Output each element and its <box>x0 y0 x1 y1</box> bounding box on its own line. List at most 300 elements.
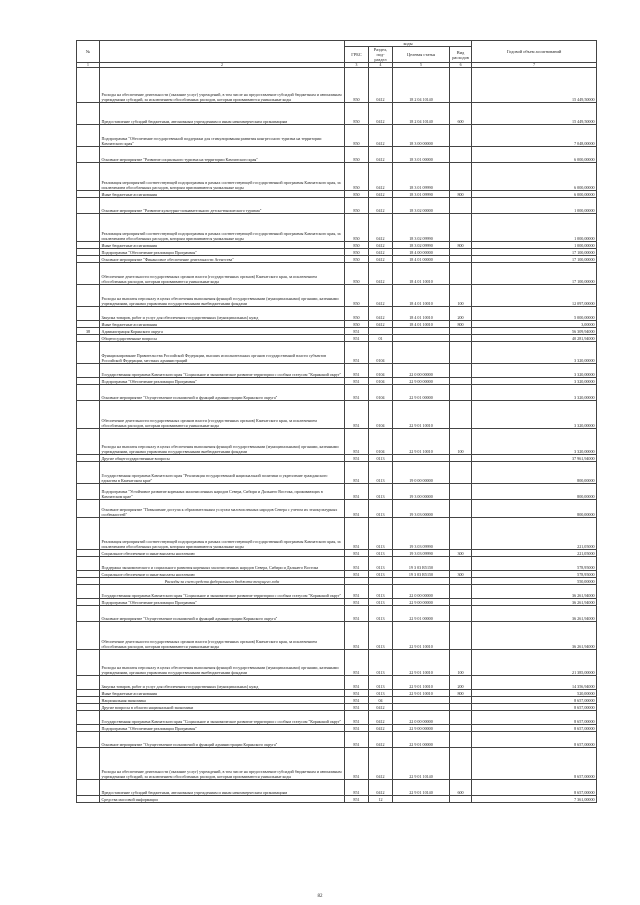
row-section-cell: 0113 <box>369 557 393 571</box>
row-vid-cell <box>450 385 472 401</box>
row-number-cell <box>77 401 100 429</box>
row-number-cell <box>77 796 100 803</box>
table-row <box>77 550 597 557</box>
row-section-cell: 0412 <box>369 321 393 328</box>
row-section-cell: 0113 <box>369 455 393 462</box>
row-grbs-cell: 850 <box>345 163 369 191</box>
table-row <box>77 335 597 342</box>
row-article-cell <box>393 697 450 704</box>
row-sum-cell: 1 000,00000 <box>472 214 597 242</box>
row-name-cell: Другие общегосударственные вопросы <box>100 455 345 462</box>
row-sum-cell: 6 000,00000 <box>472 163 597 191</box>
row-number-cell <box>77 518 100 550</box>
row-number-cell <box>77 429 100 455</box>
table-row <box>77 484 597 500</box>
row-grbs-cell: 851 <box>345 462 369 484</box>
row-vid-cell <box>450 796 472 803</box>
row-vid-cell <box>450 704 472 711</box>
row-grbs-cell: 850 <box>345 307 369 321</box>
row-name-cell: Средства массовой информации <box>100 796 345 803</box>
row-vid-cell <box>450 249 472 256</box>
row-article-cell: 22 9 01 00000 <box>393 606 450 622</box>
row-sum-cell: 17 100,00000 <box>472 249 597 256</box>
row-section-cell: 0412 <box>369 214 393 242</box>
row-vid-cell <box>450 68 472 103</box>
row-article-cell: 19 3 03 00000 <box>393 500 450 518</box>
row-sum-cell: 14 356,94000 <box>472 676 597 690</box>
row-number-cell <box>77 249 100 256</box>
row-section-cell: 0412 <box>369 249 393 256</box>
row-grbs-cell: 850 <box>345 214 369 242</box>
row-number-cell <box>77 125 100 147</box>
row-number-cell <box>77 606 100 622</box>
row-article-cell: 22 9 01 10010 <box>393 401 450 429</box>
row-name-cell: Основное мероприятие "Осуществление полномочий и функций администрации Корякского округа" <box>100 732 345 748</box>
row-section-cell: 0412 <box>369 780 393 796</box>
row-name-cell: Расходы на обеспечение деятельности (оказание услуг) учреждений, в том числе на предоставление субсидий бюджетным и автономным учреждениям субсидий, за исключением обособленных расходов, которым присваиваются уникальные коды <box>100 748 345 780</box>
row-number-cell <box>77 725 100 732</box>
row-grbs-cell: 851 <box>345 484 369 500</box>
row-name-cell: Государственная программа Камчатского края "Социальное и экономическое развитие территории с особым статусом "Корякский округ" <box>100 711 345 725</box>
table-row <box>77 198 597 214</box>
row-section-cell: 0113 <box>369 606 393 622</box>
row-vid-cell <box>450 378 472 385</box>
row-vid-cell <box>450 163 472 191</box>
row-section-cell: 0412 <box>369 732 393 748</box>
row-number-cell <box>77 385 100 401</box>
row-vid-cell: 800 <box>450 242 472 249</box>
row-section-cell: 0412 <box>369 725 393 732</box>
table-row <box>77 263 597 285</box>
table-row <box>77 599 597 606</box>
row-vid-cell <box>450 622 472 650</box>
row-sum-cell: 8 657,00000 <box>472 711 597 725</box>
row-name-cell: Государственная программа Камчатского края "Реализация государственной национальной политики и укрепление гражданского единства в Камчатском крае" <box>100 462 345 484</box>
row-grbs-cell: 851 <box>345 732 369 748</box>
row-name-cell: Расходы на выплаты персоналу в целях обеспечения выполнения функций государственными (муниципальными) органами, казенными учреждениями, органами управления государственными внебюджетными фондами <box>100 429 345 455</box>
row-vid-cell: 600 <box>450 780 472 796</box>
row-vid-cell <box>450 462 472 484</box>
row-name-cell: Поддержка экономического и социального развития коренных малочисленных народов Севера, Сибири и Дальнего Востока <box>100 557 345 571</box>
budget-table-sheet <box>76 40 596 803</box>
row-vid-cell <box>450 484 472 500</box>
table-row <box>77 103 597 125</box>
table-row <box>77 385 597 401</box>
row-sum-cell: 520,00000 <box>472 690 597 697</box>
row-article-cell: 22 9 01 10010 <box>393 622 450 650</box>
row-sum-cell: 1 000,00000 <box>472 198 597 214</box>
row-number-cell <box>77 191 100 198</box>
row-section-cell: 0113 <box>369 690 393 697</box>
row-section-cell: 0113 <box>369 676 393 690</box>
row-sum-cell: 221,05000 <box>472 550 597 557</box>
row-sum-cell: 8 657,00000 <box>472 725 597 732</box>
row-article-cell: 18 3 02 00000 <box>393 198 450 214</box>
row-article-cell: 22 9 01 00000 <box>393 732 450 748</box>
row-sum-cell: 7 361,00000 <box>472 796 597 803</box>
row-number-cell <box>77 342 100 364</box>
row-section-cell: 0412 <box>369 103 393 125</box>
row-vid-cell: 100 <box>450 650 472 676</box>
row-grbs-cell: 851 <box>345 697 369 704</box>
row-name-cell: Обеспечение деятельности государственных органов власти (государственных органов) Камчатского края, за исключением обособленных расходов, которым присваиваются уникальные коды <box>100 622 345 650</box>
row-vid-cell: 300 <box>450 550 472 557</box>
row-name-cell: Национальная экономика <box>100 697 345 704</box>
row-article-cell: 18 4 01 00000 <box>393 256 450 263</box>
row-article-cell: 18 4 01 10010 <box>393 321 450 328</box>
row-number-cell <box>77 256 100 263</box>
row-sum-cell: 3 320,00000 <box>472 401 597 429</box>
row-sum-cell: 21 385,00000 <box>472 650 597 676</box>
row-section-cell: 01 <box>369 335 393 342</box>
table-row <box>77 68 597 103</box>
row-name-cell: Расходы на выплаты персоналу в целях обеспечения выполнения функций государственными (муниципальными) органами, казенными учреждениями, органами управления государственными внебюджетными фондами <box>100 285 345 307</box>
row-sum-cell: 40 281,94000 <box>472 335 597 342</box>
table-row <box>77 748 597 780</box>
row-article-cell: 22 9 00 00000 <box>393 378 450 385</box>
row-sum-cell: 37 961,94000 <box>472 455 597 462</box>
table-row <box>77 401 597 429</box>
header-article: Целевая статья <box>393 47 450 63</box>
row-name-cell: Государственная программа Камчатского края "Социальное и экономическое развитие территории с особым статусом "Корякский округ" <box>100 364 345 378</box>
row-number-cell <box>77 484 100 500</box>
row-article-cell: 18 2 04 10140 <box>393 68 450 103</box>
row-sum-cell: 6 000,00000 <box>472 147 597 163</box>
row-name-cell: Общегосударственные вопросы <box>100 335 345 342</box>
row-vid-cell <box>450 518 472 550</box>
row-vid-cell <box>450 557 472 571</box>
row-sum-cell: 36 261,94000 <box>472 606 597 622</box>
row-name-cell: Администрация Корякского округа <box>100 328 345 335</box>
row-sum-cell: 3 320,00000 <box>472 342 597 364</box>
row-section-cell: 0412 <box>369 256 393 263</box>
table-row <box>77 256 597 263</box>
row-name-cell: Подпрограмма "Устойчивое развитие коренных малочисленных народов Севера, Сибири и Дальнего Востока, проживающих в Камчатском крае" <box>100 484 345 500</box>
row-vid-cell: 100 <box>450 429 472 455</box>
row-number-cell: 38 <box>77 328 100 335</box>
table-row <box>77 125 597 147</box>
row-section-cell: 0113 <box>369 585 393 599</box>
row-sum-cell: 17 100,00000 <box>472 256 597 263</box>
row-sum-cell: 578,95000 <box>472 557 597 571</box>
row-section-cell: 0113 <box>369 599 393 606</box>
row-article-cell: 19 3 00 00000 <box>393 484 450 500</box>
row-section-cell: 0412 <box>369 198 393 214</box>
row-name-cell: Расходы за счет средств федерального бюджета текущего года <box>100 578 345 585</box>
row-number-cell <box>77 690 100 697</box>
row-article-cell: 22 9 01 10010 <box>393 650 450 676</box>
row-sum-cell: 8 657,00000 <box>472 748 597 780</box>
table-row <box>77 364 597 378</box>
row-article-cell <box>393 335 450 342</box>
row-vid-cell <box>450 599 472 606</box>
header-section: Раздел, под-раздел <box>369 47 393 63</box>
row-vid-cell <box>450 335 472 342</box>
row-grbs-cell: 851 <box>345 711 369 725</box>
row-grbs-cell: 851 <box>345 748 369 780</box>
header-name <box>100 41 345 63</box>
row-grbs-cell: 851 <box>345 606 369 622</box>
row-number-cell <box>77 622 100 650</box>
row-name-cell: Реализация мероприятий соответствующей подпрограммы в рамках соответствующей государственной программы Камчатского края, за исключением обособленных расходов, которым присваиваются уникальные коды <box>100 214 345 242</box>
row-number-cell <box>77 364 100 378</box>
row-grbs-cell: 851 <box>345 401 369 429</box>
index-cell: 1 <box>77 63 100 68</box>
table-row <box>77 518 597 550</box>
row-vid-cell <box>450 342 472 364</box>
row-grbs-cell: 851 <box>345 796 369 803</box>
row-section-cell: 0113 <box>369 622 393 650</box>
row-sum-cell: 3 320,00000 <box>472 385 597 401</box>
row-vid-cell <box>450 500 472 518</box>
table-row <box>77 462 597 484</box>
row-number-cell <box>77 704 100 711</box>
row-vid-cell <box>450 455 472 462</box>
row-name-cell: Другие вопросы в области национальной экономики <box>100 704 345 711</box>
row-number-cell <box>77 557 100 571</box>
row-name-cell: Подпрограмма "Обеспечение государственной поддержки для стимулирования развития конгрессного туризма на территории Камчатского края" <box>100 125 345 147</box>
row-name-cell: Расходы на обеспечение деятельности (оказание услуг) учреждений, в том числе на предоставление субсидий бюджетным и автономным учреждениям субсидий, за исключением обособленных расходов, которым присваиваются уникальные коды <box>100 68 345 103</box>
row-sum-cell: 6 000,00000 <box>472 191 597 198</box>
row-article-cell <box>393 796 450 803</box>
row-number-cell <box>77 585 100 599</box>
row-name-cell: Основное мероприятие "Развитие социального туризма на территории Камчатского края" <box>100 147 345 163</box>
row-name-cell: Предоставление субсидий бюджетным, автономным учреждениям и иным некоммерческим организациям <box>100 780 345 796</box>
row-sum-cell: 36 261,94000 <box>472 599 597 606</box>
row-article-cell: 18 3 01 00000 <box>393 147 450 163</box>
row-number-cell <box>77 321 100 328</box>
row-vid-cell: 800 <box>450 191 472 198</box>
row-vid-cell <box>450 256 472 263</box>
row-number-cell <box>77 378 100 385</box>
row-number-cell <box>77 578 100 585</box>
row-vid-cell <box>450 364 472 378</box>
row-name-cell: Подпрограмма "Обеспечение реализации Программы" <box>100 599 345 606</box>
row-grbs-cell: 851 <box>345 550 369 557</box>
row-article-cell: 18 3 01 09990 <box>393 163 450 191</box>
row-grbs-cell: 851 <box>345 328 369 335</box>
row-vid-cell <box>450 697 472 704</box>
row-grbs-cell: 851 <box>345 364 369 378</box>
row-section-cell <box>369 328 393 335</box>
row-name-cell: Обеспечение деятельности государственных органов власти (государственных органов) Камчатского края, за исключением обособленных расходов, которым присваиваются уникальные коды <box>100 263 345 285</box>
row-article-cell: 18 3 02 09990 <box>393 214 450 242</box>
row-grbs-cell: 851 <box>345 429 369 455</box>
row-section-cell: 0113 <box>369 518 393 550</box>
table-row <box>77 378 597 385</box>
row-sum-cell: 3 320,00000 <box>472 364 597 378</box>
row-section-cell: 0412 <box>369 191 393 198</box>
table-row <box>77 711 597 725</box>
row-name-cell: Основное мероприятие "Осуществление полномочий и функций администрации Корякского округа" <box>100 385 345 401</box>
index-cell: 7 <box>472 63 597 68</box>
row-sum-cell: 8 657,00000 <box>472 780 597 796</box>
row-grbs-cell: 851 <box>345 690 369 697</box>
row-article-cell: 22 9 01 10010 <box>393 690 450 697</box>
row-vid-cell: 300 <box>450 571 472 578</box>
row-sum-cell: 800,00000 <box>472 484 597 500</box>
row-grbs-cell: 851 <box>345 571 369 578</box>
row-article-cell: 22 0 00 00000 <box>393 364 450 378</box>
row-section-cell: 12 <box>369 796 393 803</box>
row-name-cell: Подпрограмма "Обеспечение реализации Программы" <box>100 725 345 732</box>
row-name-cell: Иные бюджетные ассигнования <box>100 242 345 249</box>
row-vid-cell <box>450 263 472 285</box>
row-number-cell <box>77 732 100 748</box>
row-article-cell <box>393 455 450 462</box>
row-name-cell: Социальное обеспечение и иные выплаты населению <box>100 550 345 557</box>
row-number-cell <box>77 147 100 163</box>
row-number-cell <box>77 335 100 342</box>
row-grbs-cell: 850 <box>345 191 369 198</box>
row-grbs-cell: 850 <box>345 242 369 249</box>
row-sum-cell: 800,00000 <box>472 462 597 484</box>
table-row <box>77 328 597 335</box>
row-number-cell <box>77 103 100 125</box>
row-grbs-cell: 851 <box>345 585 369 599</box>
row-section-cell: 0113 <box>369 650 393 676</box>
row-section-cell: 0104 <box>369 401 393 429</box>
row-grbs-cell: 851 <box>345 455 369 462</box>
row-article-cell: 19 3 03 09990 <box>393 518 450 550</box>
row-sum-cell: 578,95000 <box>472 571 597 578</box>
row-sum-cell: 15 449,50000 <box>472 68 597 103</box>
row-article-cell: 22 0 00 00000 <box>393 585 450 599</box>
row-number-cell <box>77 550 100 557</box>
row-number-cell <box>77 462 100 484</box>
row-grbs-cell: 850 <box>345 249 369 256</box>
table-body <box>77 68 597 803</box>
row-vid-cell <box>450 125 472 147</box>
row-name-cell: Закупка товаров, работ и услуг для обеспечения государственных (муниципальных) нужд <box>100 676 345 690</box>
row-grbs-cell <box>345 578 369 585</box>
row-section-cell: 0113 <box>369 571 393 578</box>
row-grbs-cell: 850 <box>345 198 369 214</box>
row-name-cell: Подпрограмма "Обеспечение реализации Программы" <box>100 249 345 256</box>
row-grbs-cell: 851 <box>345 385 369 401</box>
row-grbs-cell: 850 <box>345 125 369 147</box>
row-sum-cell: 800,00000 <box>472 500 597 518</box>
table-row <box>77 342 597 364</box>
row-name-cell: Расходы на выплаты персоналу в целях обеспечения выполнения функций государственными (муниципальными) органами, казенными учреждениями, органами управления государственными внебюджетными фондами <box>100 650 345 676</box>
row-name-cell: Иные бюджетные ассигнования <box>100 321 345 328</box>
row-number-cell <box>77 214 100 242</box>
row-name-cell: Основное мероприятие "Развитие культурно-познавательного детско-юношеского туризма" <box>100 198 345 214</box>
row-vid-cell: 100 <box>450 285 472 307</box>
row-article-cell <box>393 328 450 335</box>
row-name-cell: Основное мероприятие "Осуществление полномочий и функций администрации Корякского округа" <box>100 606 345 622</box>
table-row <box>77 697 597 704</box>
row-sum-cell: 7 048,00000 <box>472 125 597 147</box>
row-section-cell: 0104 <box>369 429 393 455</box>
row-sum-cell: 1 000,00000 <box>472 242 597 249</box>
row-section-cell: 0412 <box>369 68 393 103</box>
row-sum-cell: 12 097,00000 <box>472 285 597 307</box>
row-sum-cell: 36 261,94000 <box>472 622 597 650</box>
row-name-cell: Реализация мероприятий соответствующей подпрограммы в рамках соответствующей государственной программы Камчатского края, за исключением обособленных расходов, которым присваиваются уникальные коды <box>100 163 345 191</box>
row-grbs-cell: 850 <box>345 256 369 263</box>
row-number-cell <box>77 571 100 578</box>
row-vid-cell <box>450 725 472 732</box>
table-row <box>77 242 597 249</box>
row-grbs-cell: 850 <box>345 68 369 103</box>
table-row <box>77 704 597 711</box>
row-vid-cell <box>450 328 472 335</box>
row-grbs-cell: 851 <box>345 518 369 550</box>
row-article-cell: 22 9 01 10140 <box>393 748 450 780</box>
row-grbs-cell: 851 <box>345 599 369 606</box>
row-number-cell <box>77 748 100 780</box>
row-sum-cell: 36 261,94000 <box>472 585 597 599</box>
table-row <box>77 249 597 256</box>
row-sum-cell: 15 449,50000 <box>472 103 597 125</box>
header-vid: Вид расходов <box>450 47 472 63</box>
row-sum-cell: 8 657,00000 <box>472 697 597 704</box>
row-article-cell: 18 3 01 09990 <box>393 191 450 198</box>
table-row <box>77 650 597 676</box>
row-grbs-cell: 850 <box>345 285 369 307</box>
row-number-cell <box>77 676 100 690</box>
row-article-cell: 22 0 00 00000 <box>393 711 450 725</box>
table-row <box>77 147 597 163</box>
row-section-cell: 0104 <box>369 385 393 401</box>
row-sum-cell: 3,00000 <box>472 321 597 328</box>
row-sum-cell: 5 000,00000 <box>472 307 597 321</box>
row-section-cell: 0412 <box>369 163 393 191</box>
row-article-cell: 22 9 01 10010 <box>393 676 450 690</box>
row-name-cell: Государственная программа Камчатского края "Социальное и экономическое развитие территории с особым статусом "Корякский округ" <box>100 585 345 599</box>
row-section-cell: 0113 <box>369 500 393 518</box>
row-grbs-cell: 851 <box>345 780 369 796</box>
row-section-cell: 0113 <box>369 462 393 484</box>
table-header <box>77 41 597 68</box>
row-sum-cell: 3 320,00000 <box>472 378 597 385</box>
row-sum-cell: 56 309,94000 <box>472 328 597 335</box>
budget-table <box>76 40 597 803</box>
row-grbs-cell: 851 <box>345 500 369 518</box>
row-article-cell: 18 2 04 10140 <box>393 103 450 125</box>
row-name-cell: Обеспечение деятельности государственных органов власти (государственных органов) Камчатского края, за исключением обособленных расходов, которым присваиваются уникальные коды <box>100 401 345 429</box>
row-article-cell: 18 3 00 00000 <box>393 125 450 147</box>
table-row <box>77 285 597 307</box>
table-row <box>77 606 597 622</box>
row-section-cell: 0412 <box>369 147 393 163</box>
row-article-cell: 19 3 03 R5150 <box>393 557 450 571</box>
row-grbs-cell: 851 <box>345 378 369 385</box>
table-row <box>77 622 597 650</box>
row-vid-cell: 800 <box>450 690 472 697</box>
row-number-cell <box>77 198 100 214</box>
row-number-cell <box>77 285 100 307</box>
table-row <box>77 191 597 198</box>
row-number-cell <box>77 711 100 725</box>
row-number-cell <box>77 697 100 704</box>
row-number-cell <box>77 163 100 191</box>
index-cell: 3 <box>345 63 369 68</box>
header-total: Годовой объем ассигнований <box>472 41 597 63</box>
row-vid-cell <box>450 214 472 242</box>
row-vid-cell: 200 <box>450 307 472 321</box>
table-row <box>77 429 597 455</box>
row-vid-cell: 600 <box>450 103 472 125</box>
table-row <box>77 578 597 585</box>
row-name-cell: Основное мероприятие "Финансовое обеспечение деятельности Агентства" <box>100 256 345 263</box>
table-row <box>77 500 597 518</box>
row-number-cell <box>77 242 100 249</box>
table-row <box>77 321 597 328</box>
table-row <box>77 690 597 697</box>
row-number-cell <box>77 263 100 285</box>
